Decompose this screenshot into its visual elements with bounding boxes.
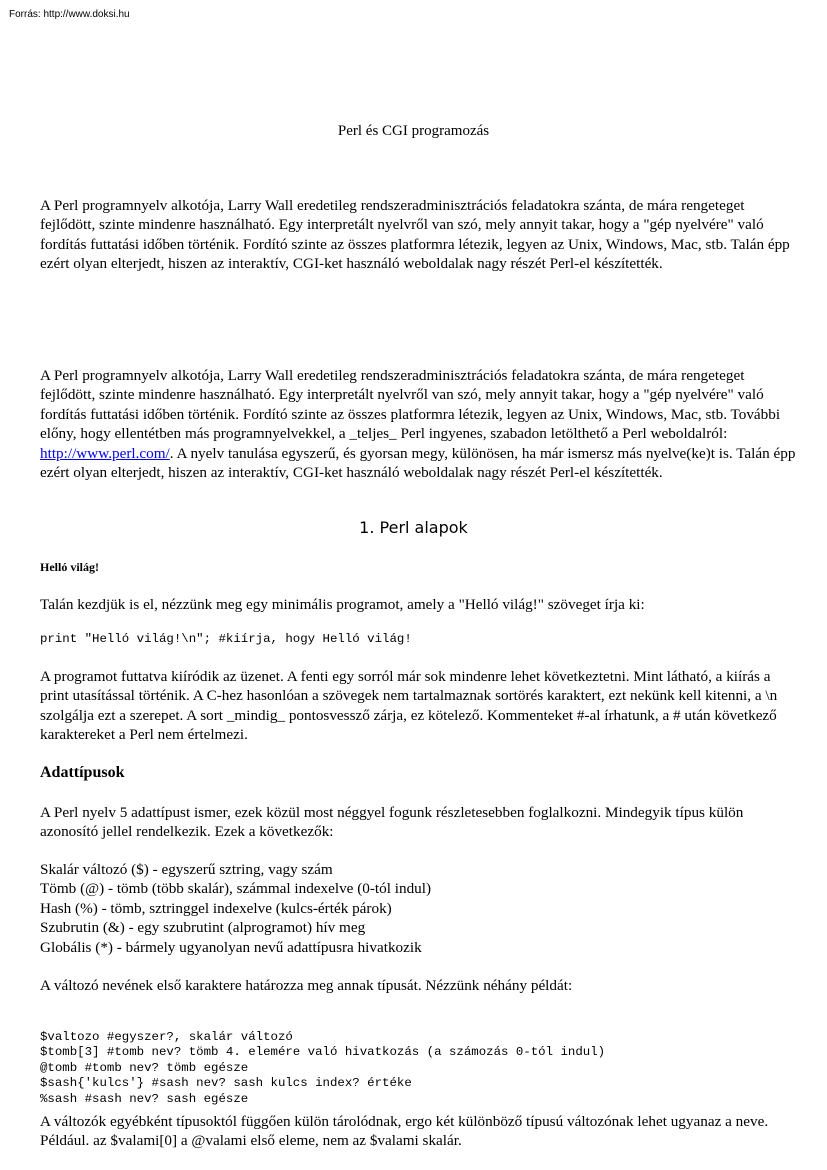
intro2-text-after: . A nyelv tanulása egyszerű, és gyorsan megy, különösen, ha már ismersz más nyelve(ke)t is. Talán épp ezért olyan elterjedt, hiszen az interaktív, CGI-ket használó weboldalak nagy részét Perl-el készítették.: [40, 444, 796, 482]
section-heading-perl-alapok: 1. Perl alapok: [359, 518, 468, 537]
types-intro: A Perl nyelv 5 adattípust ismer, ezek közül most néggyel fogunk részletesebben foglalkozni. Mindegyik típus külön azonosító jellel rendelkezik. Ezek a következők:: [40, 804, 744, 841]
examples-code: [40, 1014, 605, 1123]
types-list: [40, 860, 800, 957]
intro-paragraph-2: [40, 366, 800, 482]
perl-website-link[interactable]: http://www.perl.com/: [40, 444, 170, 462]
hello-intro: Talán kezdjük is el, nézzünk meg egy minimális programot, amely a "Helló világ!" szöveget írja ki:: [40, 596, 645, 613]
types-note: A változó nevének első karaktere határozza meg annak típusát. Nézzünk néhány példát:: [40, 977, 573, 994]
list-item: Hash (%) - tömb, sztringgel indexelve (kulcs-érték párok): [40, 899, 392, 917]
hello-explanation: A programot futtatva kiíródik az üzenet. A fenti egy sorról már sok mindenre lehet következtetni. Mint látható, a kiírás a print utasítással történik. A C-hez hasonlóan a szövegek nem tartalmaznak sortörés karaktert, ezt nekünk kell kitenni, a \n szolgálja ezt a szerepet. A sort _mindig_ pontosvessző zárja, ez kötelező. Kommenteket #-al írhatunk, a # után következő karaktereket a Perl nem értelmezi.: [40, 668, 778, 744]
closing-paragraph: A változók egyébként típusoktól függően külön tárolódnak, ergo két különböző típusú változónak lehet ugyanaz a neve. Például. az $valami[0] a @valami első eleme, nem az $valami skalár.: [40, 1113, 769, 1150]
list-item: Globális (*) - bármely ugyanolyan nevű adattípusra hivatkozik: [40, 938, 422, 956]
list-item: Tömb (@) - tömb (több skalár), számmal indexelve (0-tól indul): [40, 880, 432, 898]
list-item: Szubrutin (&) - egy szubrutint (alprogramot) hív meg: [40, 919, 366, 937]
code-line: $tomb[3] #tomb nev? tömb 4. elemére való hivatkozás (a számozás 0-tól indul): [40, 1045, 606, 1060]
code-line: $sash{'kulcs'} #sash nev? sash kulcs index? értéke: [40, 1076, 412, 1091]
types-heading: Adattípusok: [40, 764, 125, 781]
intro2-text-before: A Perl programnyelv alkotója, Larry Wall eredetileg rendszeradminisztrációs feladatokra szánta, de mára rengeteget fejlődött, szinte mindenre használható. Egy interpretált nyelvről van szó, mely annyit takar, hogy a "gép nyelvére" való fordítás futtatási időben történik. Fordító szinte az összes platformra létezik, legyen az Unix, Windows, Mac, stb. További előny, hogy ellentétben más programnyelvekkel, a _teljes_ Perl ingyenes, szabadon letölthető a Perl weboldalról:: [40, 367, 781, 443]
code-line: %sash #sash nev? sash egésze: [40, 1091, 249, 1106]
code-line: $valtozo #egyszer?, skalár változó: [40, 1029, 293, 1044]
document-title: Perl és CGI programozás: [337, 123, 490, 139]
code-line: @tomb #tomb nev? tömb egésze: [40, 1060, 249, 1075]
hello-heading: Helló világ!: [40, 560, 99, 574]
hello-code: print "Helló világ!\n"; #kiírja, hogy Helló világ!: [40, 632, 412, 646]
list-item: Skalár változó ($) - egyszerű sztring, vagy szám: [40, 861, 333, 878]
source-label: Forrás: http://www.doksi.hu: [9, 9, 130, 20]
intro-paragraph-1: A Perl programnyelv alkotója, Larry Wall eredetileg rendszeradminisztrációs feladatokra szánta, de mára rengeteget fejlődött, szinte mindenre használható. Egy interpretált nyelvről van szó, mely annyit takar, hogy a "gép nyelvére" való fordítás futtatási időben történik. Fordító szinte az összes platformra létezik, legyen az Unix, Windows, Mac, stb. Talán épp ezért olyan elterjedt, hiszen az interaktív, CGI-ket használó weboldalak nagy részét Perl-el készítették.: [40, 197, 790, 273]
